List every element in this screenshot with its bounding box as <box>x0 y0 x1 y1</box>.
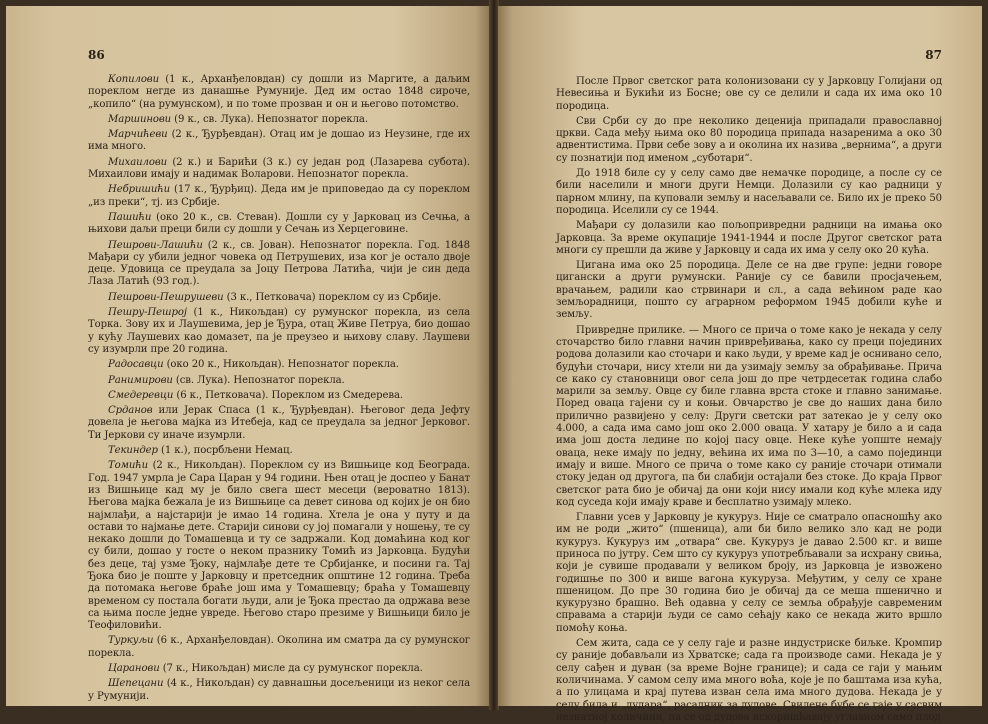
right-paragraph: Сви Срби су до пре неколико деценија припадали православној цркви. Сада међу њима око 80 породица припада назаренима а око 30 адвентистима. Први себе зову а и околина их назива „вернима“, а други су познатији под именом „суботари“. <box>556 115 942 164</box>
left-paragraph <box>88 405 470 442</box>
family-name: Пашићи <box>108 211 152 223</box>
family-name: Пешру-Пешрој <box>108 307 187 319</box>
paragraph-text: (6 к., Арханђеловдан). Околина им сматра да су румунског порекла. <box>88 635 470 659</box>
paragraph-text: (1 к., Никољдан) су румунског порекла, из села Торка. Зову их и Лаушевима, јер је Ђура, отац Живе Петруа, био дошао у кућу Лаушевих као домазет, па је преузео и њихову славу. Лаушеви су изумрли пре 20 година. <box>88 307 470 355</box>
right-paragraph: Мађари су долазили као пољопривредни радници на имања око Јарковца. За време окупације 1941-1944 и после Другог светског рата многи су прешли да живе у Јарковцу и сада их има у селу око 20 кућа. <box>556 220 942 256</box>
right-paragraph: Привредне прилике. — Много се прича о томе како је некада у селу сточарство било главни начин привређивања, како су преци појединих родова долазили као сточари и како људи, у време кад је оснивано село, будући сточари, нису хтели ни да узимају земљу за обрађивање. Прича се како су становници овог села још до пре четрдесетак година слабо марили за земљу. Овце су биле главна врста стоке и главно занимање. Поред оваца гајени су и коњи. Овчарство је све до наших дана било прилично развијено у селу: Други светски рат затекао је у селу око 4.000, а сада има само још око 2.000 оваца. У хатару је било а и сада има још доста ледине по којој пасу овце. Неке куће уопште немају оваца, неке имају по једну, већина их има по 3—10, а само појединци имају и више. Много се прича о томе како су раније сточари отимали стоку један од другога, па би слабији остајали без стоке. До краја Првог светског рата био је обичај да они који нису имали код куће млека иду код суседа који имају краве и бесплатно узимају млеко. <box>556 324 942 508</box>
left-page <box>6 6 490 706</box>
left-paragraph <box>88 240 470 289</box>
paragraph-text: (3 к., Петковача) пореклом су из Србије. <box>223 291 442 303</box>
left-paragraph <box>88 212 470 237</box>
left-paragraph <box>88 157 470 182</box>
paragraph-text: (св. Лука). Непознатог порекла. <box>172 374 345 386</box>
left-paragraph <box>88 460 470 632</box>
paragraph-text: (2 к., св. Јован). Непознатог порекла. Год. 1848 Мађари су убили једног човека од Петрушевих, иза ког је остало двоје деце. Удовица се преудала за Јоцу Петрова Латића, чији је син деда Лаза Латић (93 год.). <box>88 239 470 288</box>
family-name: Текиндер <box>108 445 158 457</box>
family-name: Смедеревци <box>108 389 174 401</box>
paragraph-text: (1 к., Арханђеловдан) су дошли из Маргите, а даљим пореклом негде из данашње Румуније. Дед им остао 1848 сироче, „копило“ (на румунском), и по томе прозван и он и његово потомство. <box>88 74 470 110</box>
left-page-text <box>88 74 470 703</box>
left-paragraph <box>88 663 470 675</box>
family-name: Пешрови-Лашићи <box>108 239 203 251</box>
left-paragraph <box>88 74 470 111</box>
right-page <box>498 6 982 723</box>
family-name: Радосавци <box>108 359 164 371</box>
family-name: Пешрови-Пешрушеви <box>108 291 224 303</box>
family-name: Копилови <box>108 74 159 85</box>
paragraph-text: (2 к., Ђурђевдан). Отац им је дошао из Неузине, где их има много. <box>88 129 470 153</box>
family-name: Маршинови <box>108 113 172 125</box>
family-name: Шепецани <box>108 678 164 690</box>
left-paragraph <box>88 678 470 703</box>
family-name: Срданов <box>108 405 153 417</box>
paragraph-text: (1 к.), посрбљени Немац. <box>157 445 293 457</box>
family-name: Михаилови <box>108 156 168 168</box>
family-name: Марчићеви <box>108 129 168 141</box>
family-name: Царанови <box>108 663 160 675</box>
left-paragraph <box>88 635 470 660</box>
family-name: Томићи <box>108 460 149 472</box>
left-paragraph <box>88 307 470 356</box>
right-paragraph: Главни усев у Јарковцу је кукуруз. Није се сматрало опасношћу ако им не роди „жито“ (пшеница), али би било велико зло кад не роди кукуруз. Кукуруз им „отвара“ све. Кукуруз је давао 2.500 кг. и више приноса по јутру. Сем што су кукуруз употребљавали за исхрану свиња, који је сувише продавали у великом броју, из Јарковца је извожено годишње по 300 и више вагона кукуруза. Међутим, у селу се хране пшеницом. До пре 30 година био је обичај да се меша пшенично и кукурузно брашно. Већ одавна у селу се земља обрађује савременим справама а старији људи се само сећају како се некада жито вршло помоћу коња. <box>556 512 942 634</box>
family-name: Ранимирови <box>108 374 173 386</box>
family-name: Туркуљи <box>108 635 154 647</box>
paragraph-text: (6 к., Петковача). Пореклом из Смедерева. <box>173 389 403 401</box>
left-paragraph <box>88 114 470 126</box>
page-number-left: 86 <box>88 48 105 62</box>
right-paragraph: После Првог светског рата колонизовани су у Јарковцу Голијани од Невесиња и Букићи из Босне; ове су се делили и сада их има око 10 породица. <box>556 76 942 112</box>
right-page-text <box>556 76 942 724</box>
paragraph-text: (7 к., Никољдан) мисле да су румунског порекла. <box>159 663 423 675</box>
paragraph-text: (око 20 к., Никољдан). Непознатог порекла. <box>163 359 399 371</box>
left-paragraph <box>88 375 470 387</box>
paragraph-text: (око 20 к., св. Стеван). Дошли су у Јарковац из Сечња, а њихови даљи преци били су дошли у Сечањ из Херцеговине. <box>88 211 470 236</box>
family-name: Небришићи <box>108 184 171 196</box>
right-paragraph: До 1918 биле су у селу само две немачке породице, а после су се били населили и многи други Немци. Долазили су као радници у парном млину, па куповали земљу и насељавали се. Било их је преко 50 породица. Иселили су се 1944. <box>556 168 942 216</box>
paragraph-text: или Јерак Спаса (1 к., Ђурђевдан). Његовог деда Јефту довела је његова мајка из Итебеја, кад се преудала за једног Јерковог. Ти Јеркови су иначе изумрли. <box>88 405 470 441</box>
left-paragraph <box>88 445 470 457</box>
paragraph-text: (4 к., Никољдан) су давнашњи досељеници из неког села у Румунији. <box>88 678 470 702</box>
left-paragraph <box>88 292 470 304</box>
page-number-right: 87 <box>925 48 942 62</box>
left-paragraph <box>88 390 470 402</box>
paragraph-text: (9 к., св. Лука). Непознатог порекла. <box>171 113 368 125</box>
paragraph-text: (2 к.) и Барићи (3 к.) су један род (Лазарева субота). Михаилови имају и надимак Воларови. Непознатог порекла. <box>88 156 470 181</box>
left-paragraph <box>88 129 470 154</box>
right-paragraph: Цигана има око 25 породица. Деле се на две групе: једни говоре цигански а други румунски. Раније су се бавили просјачењем, врачањем, радили као стрвинари и сл., а сада већином раде као земљорадници, пошто су аграрном реформом 1945 добили куће и земљу. <box>556 260 942 321</box>
left-paragraph <box>88 359 470 371</box>
paragraph-text: (2 к., Никољдан). Пореклом су из Вишњице код Београда. Год. 1947 умрла је Сара Царан у 94 години. Њен отац је доспео у Банат из Вишњице кад му је било свега шест месеци (вероватно 1813). Његова мајка бежала је из Вишњице са девет синова од којих је он био најмлађи, а најстарији је имао 14 година. Хтела је она у путу и да остави то најмање дете. Старији синови су јој помагали у ношењу, те су некако дошли до Томашевца и ту се задржали. Код домаћина код ког су били, дошао у госте о неком празнику Томић из Јарковца. Будући без деце, тај узме Ђоку, најмлађе дете те Србијанке, и посини га. Тај Ђока био је поште у Јарковцу и претседник општине 12 година. Треба да потомака његове браће још има у Томашевцу; браћа у Томашевцу временом су постала богати људи, али је Ђока престао да одржава везе са њима после једне увреде. Његово старо презиме у Вишњици било је Теофиловићи. <box>88 460 470 632</box>
paragraph-text: (17 к., Ђурђиц). Деда им је приповедао да су пореклом „из преки“, тј. из Србије. <box>88 184 470 208</box>
right-paragraph: Сем жита, сада се у селу гаје и разне индустриске биљке. Кромпир су раније добављали из Хрватске; сада га производе сами. Некада је у селу сађен и дуван (за време Војне границе); и сада се гаји у мањим количинама. У самом селу има много воћа, које је по баштама иза кућа, а по улицама и крај путева изван села има много дудова. Некада је у селу била и „дудара“, расадник за дудове. Свилене бубе се гаје у сасвим незнатној количини, па се од дудова искоришћавају углавном само плод <box>556 638 942 723</box>
left-paragraph <box>88 184 470 209</box>
